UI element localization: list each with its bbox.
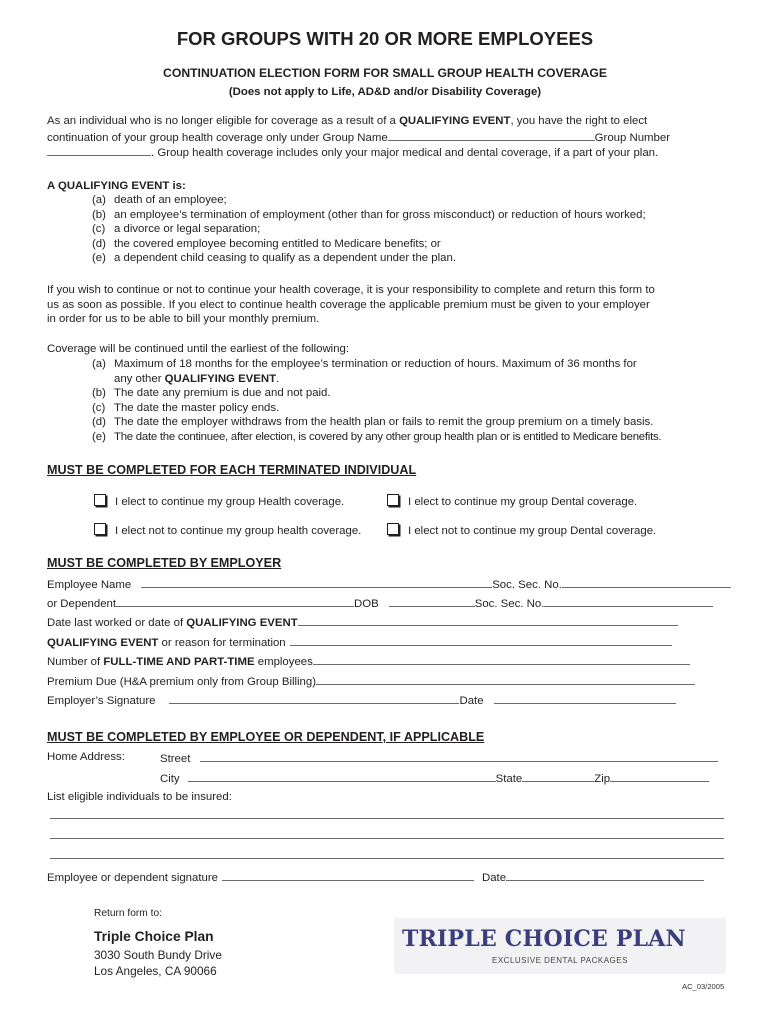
qe-reason-row: QUALIFYING EVENT or reason for termination [47,634,672,651]
street-field[interactable] [200,750,718,762]
employee-count-field[interactable] [313,653,690,665]
checkbox[interactable] [94,523,106,535]
list-item: (e) a dependent child ceasing to qualify as a dependent under the plan. [92,252,456,265]
dependent-ssn-field[interactable] [544,595,713,607]
list-item: (b) The date any premium is due and not paid. [92,387,331,400]
employee-date-field[interactable] [506,869,704,881]
terminated-section-heading: MUST BE COMPLETED FOR EACH TERMINATED INDIVIDUAL [47,463,417,477]
eligible-individuals-line[interactable] [50,838,724,839]
company-logo [394,918,726,974]
logo-wordmark: TRIPLE CHOICE PLAN [402,926,686,952]
list-item: any other QUALIFYING EVENT. [114,372,280,385]
employer-signature-row: Employer’s Signature Date [47,692,676,709]
street-row: Street [160,750,718,767]
return-address: 3030 South Bundy Drive Los Angeles, CA 90066 [94,948,222,978]
coverage-heading: Coverage will be continued until the earliest of the following: [47,343,350,355]
list-item: (d) The date the employer withdraws from the health plan or fails to remit the group premium on a timely basis. [92,416,654,429]
list-item: (a) Maximum of 18 months for the employee’s termination or reduction of hours. Maximum of 36 months for [92,358,637,370]
date-last-worked-row: Date last worked or date of QUALIFYING EVENT [47,614,678,631]
employee-section-heading: MUST BE COMPLETED BY EMPLOYEE OR DEPENDENT, IF APPLICABLE [47,730,485,744]
employer-date-field[interactable] [494,692,676,704]
employee-signature-field[interactable] [222,869,474,881]
checkbox[interactable] [387,523,399,535]
qualifying-heading: A QUALIFYING EVENT is: [47,180,186,192]
company-name: Triple Choice Plan [94,929,214,944]
employer-section-heading: MUST BE COMPLETED BY EMPLOYER [47,556,282,570]
premium-due-field[interactable] [316,673,695,685]
eligible-list-label: List eligible individuals to be insured: [47,791,232,803]
premium-due-row: Premium Due (H&A premium only from Group Billing) [47,673,695,690]
group-number-field[interactable] [47,144,151,156]
intro-line-2: continuation of your group health coverage only under Group Name Group Number [47,129,670,146]
employee-name-field[interactable] [141,576,492,588]
employer-signature-field[interactable] [169,692,459,704]
coverage-list [92,357,661,445]
city-row: City State Zip [160,770,709,787]
list-item: (b) an employee’s termination of employment (other than for gross misconduct) or reduction of hours worked; [92,208,646,221]
decline-dental-option[interactable]: I elect not to continue my group Dental coverage. [387,523,656,539]
dependent-row: or Dependent DOB Soc. Sec. No. [47,595,713,612]
dependent-name-field[interactable] [116,595,354,607]
city-field[interactable] [188,770,496,782]
eligible-individuals-line[interactable] [50,858,724,859]
group-name-field[interactable] [388,129,595,141]
list-item: (c) The date the master policy ends. [92,401,280,414]
intro-line-3: . Group health coverage includes only your major medical and dental coverage, if a part of your plan. [47,144,658,161]
employee-name-row: Employee Name Soc. Sec. No. [47,576,731,593]
list-item: (c) a divorce or legal separation; [92,223,261,236]
employee-signature-row: Employee or dependent signature Date [47,869,704,886]
logo-tagline: EXCLUSIVE DENTAL PACKAGES [492,956,628,965]
dob-field[interactable] [389,595,475,607]
return-label: Return form to: [94,908,162,919]
checkbox[interactable] [94,494,106,506]
intro-line-1: As an individual who is no longer eligible for coverage as a result of a QUALIFYING EVENT, you have the right to elect [47,115,648,127]
elect-dental-option[interactable]: I elect to continue my group Dental coverage. [387,494,637,510]
list-item: (d) the covered employee becoming entitled to Medicare benefits; or [92,237,441,250]
list-item: (e) The date the continuee, after election, is covered by any other group health plan or is entitled to Medicare benefits. [92,430,662,443]
elect-health-option[interactable]: I elect to continue my group Health coverage. [94,494,344,510]
form-title: FOR GROUPS WITH 20 OR MORE EMPLOYEES [176,28,594,49]
decline-health-option[interactable]: I elect not to continue my group health coverage. [94,523,361,539]
employee-count-row: Number of FULL-TIME AND PART-TIME employees [47,653,690,670]
state-field[interactable] [522,770,594,782]
form-code: AC_03/2005 [682,982,725,991]
list-item: (a) death of an employee; [92,194,227,206]
zip-field[interactable] [610,770,709,782]
home-address-label: Home Address: [47,751,125,763]
checkbox[interactable] [387,494,399,506]
form-subtitle: CONTINUATION ELECTION FORM FOR SMALL GROUP HEALTH COVERAGE [163,66,607,80]
form-note: (Does not apply to Life, AD&D and/or Disability Coverage) [228,86,542,98]
eligible-individuals-line[interactable] [50,818,724,819]
employee-ssn-field[interactable] [562,576,731,588]
qualifying-list [92,193,646,266]
termination-reason-field[interactable] [290,634,672,646]
date-last-worked-field[interactable] [298,614,678,626]
responsibility-paragraph: If you wish to continue or not to continue your health coverage, it is your responsibility to complete and return this form to us as soon as possible. If you elect to continue health coverage the applicable premium must be given to your employer in order for us to be able to bill your monthly premium. [47,284,655,326]
